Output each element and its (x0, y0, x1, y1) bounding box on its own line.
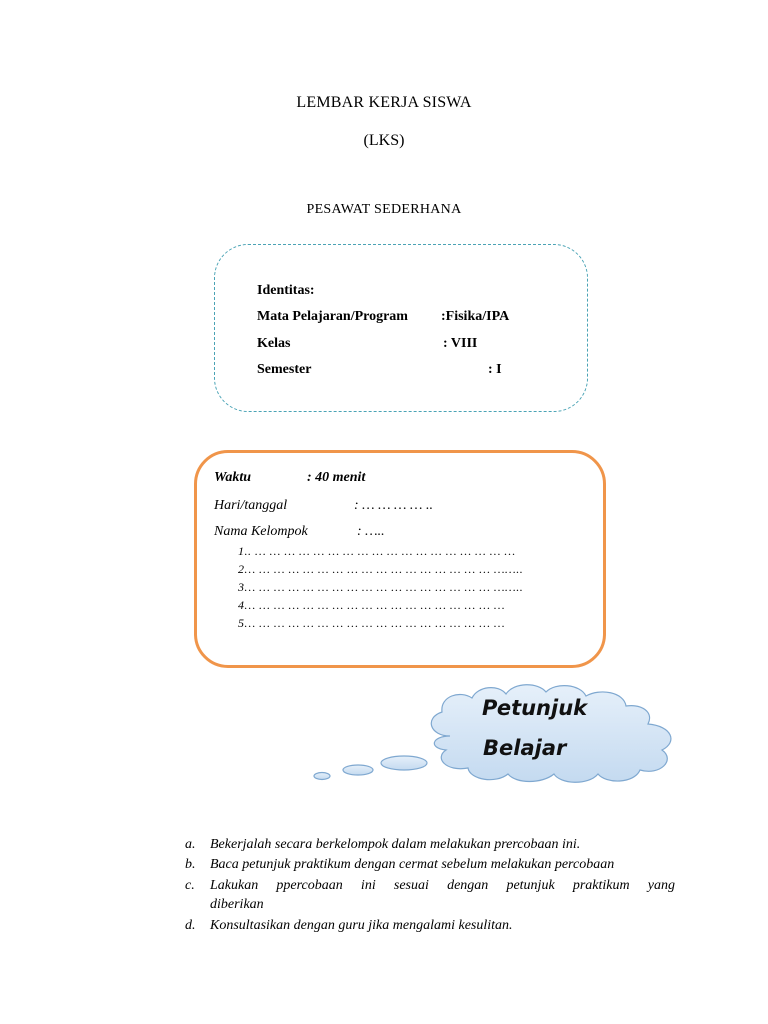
session-box (194, 450, 606, 668)
identity-value-class: : VIII (443, 336, 478, 351)
instruction-text-continued: diberikan (210, 897, 264, 912)
kelompok-label: Nama Kelompok (214, 524, 308, 539)
waktu-value: : 40 menit (307, 470, 366, 485)
callout-line-2: Belajar (483, 736, 567, 760)
cloud-bubble-large (381, 756, 427, 770)
instruction-text: Lakukan ppercobaan ini sesuai dengan petunjuk praktikum yang (210, 878, 675, 893)
page-title: LEMBAR KERJA SISWA (296, 94, 472, 111)
identity-value-semester: : I (488, 362, 502, 377)
callout-line-1: Petunjuk (482, 696, 588, 720)
hari-label: Hari/tanggal (214, 498, 288, 513)
identity-label-semester: Semester (257, 362, 312, 377)
topic-heading: PESAWAT SEDERHANA (306, 202, 462, 217)
instruction-letter: a. (185, 837, 196, 852)
hari-value: : … … … … .. (354, 498, 433, 513)
identity-value-subject: :Fisika/IPA (441, 309, 510, 324)
instruction-text: Konsultasikan dengan guru jika mengalami kesulitan. (210, 918, 513, 933)
identity-label-class: Kelas (257, 336, 291, 351)
waktu-label: Waktu (214, 470, 252, 485)
identity-label-subject: Mata Pelajaran/Program (257, 309, 408, 324)
cloud-bubble-medium (343, 765, 373, 775)
instruction-text: Baca petunjuk praktikum dengan cermat sebelum melakukan percobaan (210, 857, 615, 872)
member-line: 3… … … … … … … … … … … … … … … … … …….. (238, 580, 524, 594)
instruction-text: Bekerjalah secara berkelompok dalam melakukan prercobaan ini. (210, 837, 581, 852)
instruction-letter: c. (185, 878, 195, 893)
cloud-bubble-small (314, 773, 330, 780)
instruction-letter: b. (185, 857, 196, 872)
page-subtitle: (LKS) (363, 132, 405, 149)
member-line: 4… … … … … … … … … … … … … … … … … … (238, 598, 506, 612)
kelompok-value: : ….. (357, 524, 385, 539)
member-line: 5… … … … … … … … … … … … … … … … … … (238, 616, 506, 630)
identity-heading: Identitas: (257, 283, 315, 298)
instruction-letter: d. (185, 918, 196, 933)
member-line: 2… … … … … … … … … … … … … … … … … …….. (238, 562, 524, 576)
member-line: 1.. … … … … … … … … … … … … … … … … … … (238, 544, 516, 558)
